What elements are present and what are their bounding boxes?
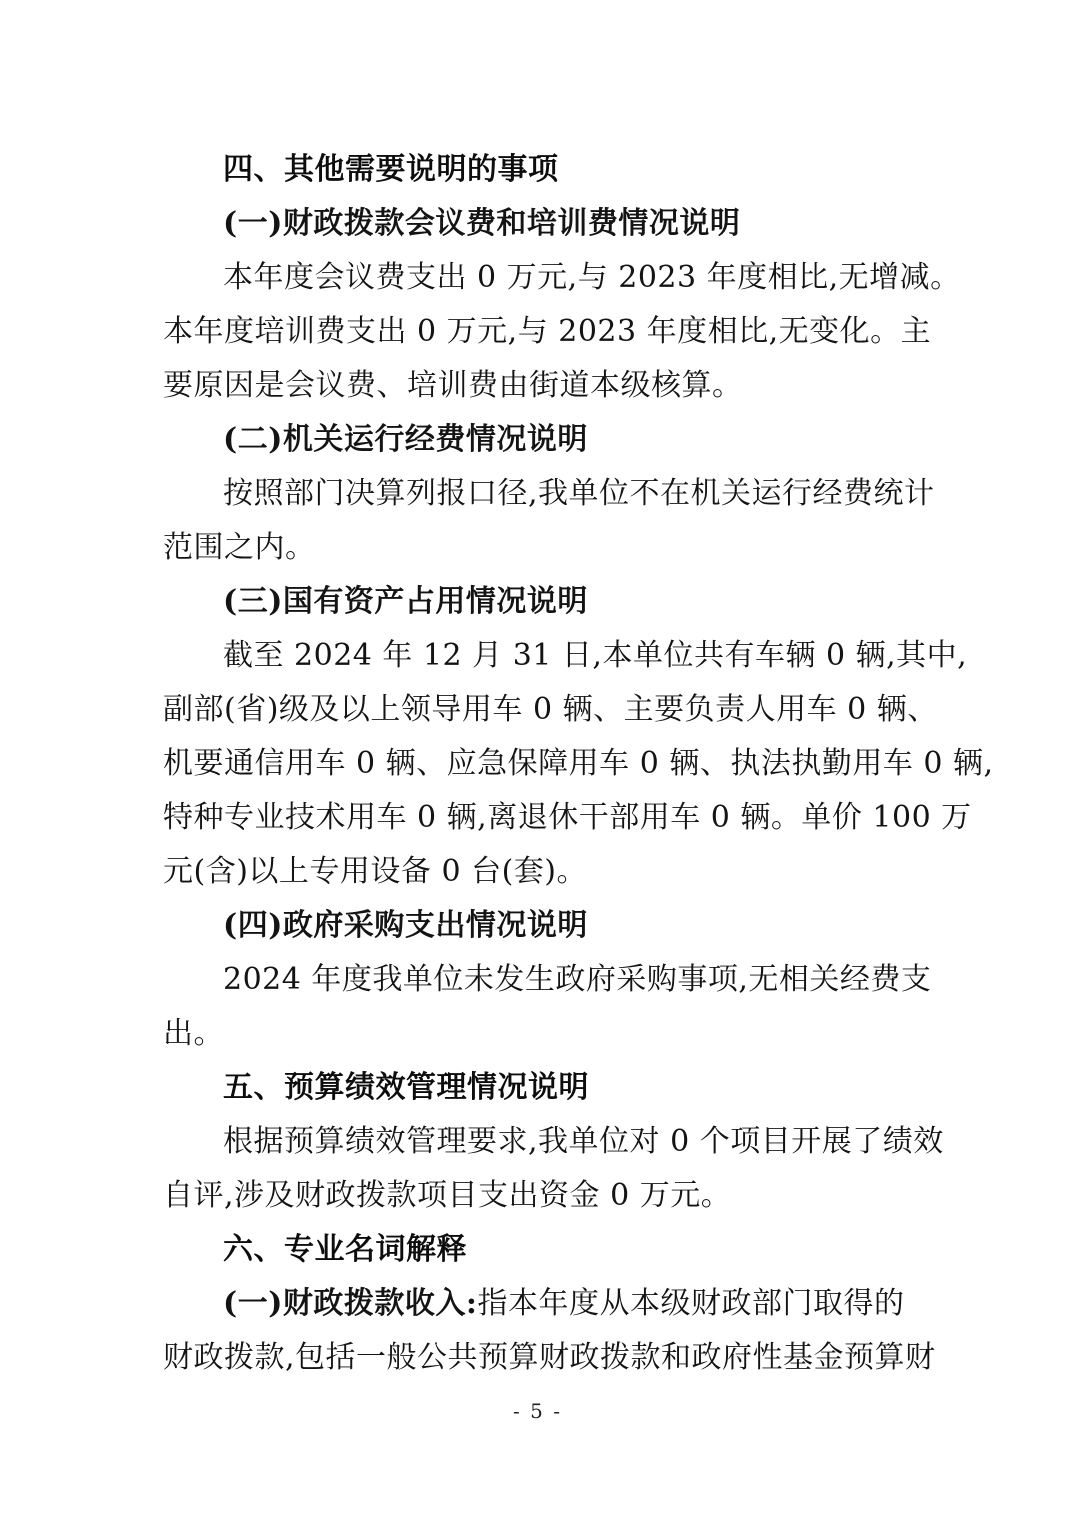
paragraph-line: 出。 (163, 1016, 224, 1051)
paragraph-line: 本年度培训费支出 0 万元,与 2023 年度相比,无变化。主 (163, 314, 932, 349)
subsection-heading-4-2: (二)机关运行经费情况说明 (223, 422, 588, 457)
section-heading-5: 五、预算绩效管理情况说明 (223, 1071, 589, 1104)
paragraph-line: 自评,涉及财政拨款项目支出资金 0 万元。 (163, 1178, 732, 1213)
paragraph-line: 要原因是会议费、培训费由街道本级核算。 (163, 368, 743, 403)
paragraph-line: 根据预算绩效管理要求,我单位对 0 个项目开展了绩效 (223, 1124, 944, 1159)
term-definition-line (163, 1273, 923, 1327)
paragraph-line: 特种专业技术用车 0 辆,离退休干部用车 0 辆。单价 100 万 (163, 800, 972, 835)
paragraph-line: 2024 年度我单位未发生政府采购事项,无相关经费支 (223, 962, 932, 997)
page-number: - 5 - (513, 1399, 562, 1423)
paragraph-line: 截至 2024 年 12 月 31 日,本单位共有车辆 0 辆,其中, (223, 638, 968, 673)
paragraph-line: 按照部门决算列报口径,我单位不在机关运行经费统计 (223, 476, 935, 511)
paragraph-line: 机要通信用车 0 辆、应急保障用车 0 辆、执法执勤用车 0 辆, (163, 746, 994, 781)
paragraph-line: 本年度会议费支出 0 万元,与 2023 年度相比,无增减。 (223, 260, 961, 295)
paragraph-line: 副部(省)级及以上领导用车 0 辆、主要负责人用车 0 辆、 (163, 692, 938, 727)
subsection-heading-4-3: (三)国有资产占用情况说明 (223, 584, 588, 619)
paragraph-line: 元(含)以上专用设备 0 台(套)。 (163, 854, 587, 889)
term-label: (一)财政拨款收入: (223, 1286, 478, 1321)
paragraph-line: 财政拨款,包括一般公共预算财政拨款和政府性基金预算财 (163, 1340, 936, 1375)
term-definition-text: 指本年度从本级财政部门取得的 (477, 1286, 905, 1321)
document-body (163, 139, 994, 1381)
section-heading-4: 四、其他需要说明的事项 (223, 153, 559, 186)
subsection-heading-4-4: (四)政府采购支出情况说明 (223, 908, 588, 943)
subsection-heading-4-1: (一)财政拨款会议费和培训费情况说明 (223, 206, 741, 241)
section-heading-6: 六、专业名词解释 (223, 1233, 467, 1266)
paragraph-line: 范围之内。 (163, 530, 316, 565)
